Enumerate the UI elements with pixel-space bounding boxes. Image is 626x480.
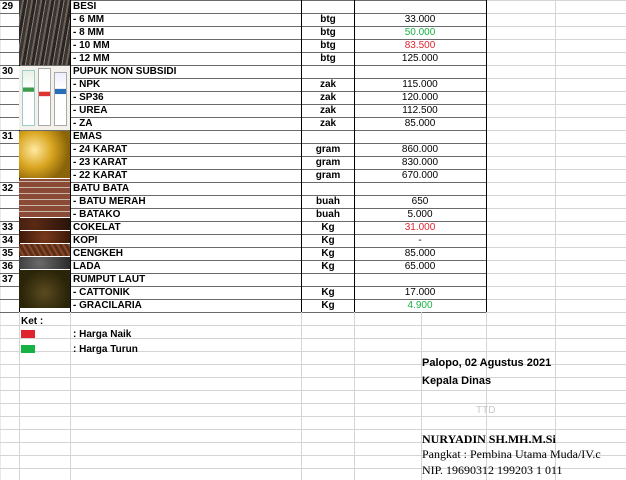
legend-title: Ket : [21,316,44,327]
row-number [0,156,19,169]
row-number: 31 [2,131,14,142]
commodity-unit: buah [316,209,340,220]
commodity-name: - BATU MERAH [73,196,146,207]
signature-name: NURYADIN SH.MH.M.Si [422,432,556,446]
row-number: 35 [2,248,14,259]
commodity-name: - 12 MM [73,53,110,64]
row-number [0,13,19,26]
commodity-price: 4.900 [407,300,433,311]
table-row[interactable] [0,13,626,26]
commodity-unit: Kg [321,261,335,272]
row-number: 33 [2,222,14,233]
commodity-name: - 6 MM [73,14,105,25]
commodity-name: - UREA [73,105,108,116]
commodity-name: BESI [73,1,97,12]
commodity-price: 65.000 [404,261,436,272]
table-row[interactable] [0,195,626,208]
commodity-name: - 22 KARAT [73,170,128,181]
commodity-price: 670.000 [401,170,439,181]
commodity-name: - CATTONIK [73,287,130,298]
commodity-name: - ZA [73,118,93,129]
table-row[interactable] [0,26,626,39]
commodity-unit: gram [315,170,341,181]
commodity-unit: btg [320,14,336,25]
commodity-unit: Kg [321,248,335,259]
table-row[interactable] [0,286,626,299]
commodity-price: - [418,235,422,246]
table-row[interactable] [0,78,626,91]
row-number [0,195,19,208]
table-row[interactable] [0,39,626,52]
table-row[interactable] [0,182,626,195]
commodity-unit: btg [320,27,336,38]
commodity-name: - 10 MM [73,40,110,51]
row-number [0,169,19,182]
commodity-price: 17.000 [404,287,436,298]
commodity-price [355,130,485,143]
legend-harga-turun: : Harga Turun [73,344,138,355]
row-number: 32 [2,183,14,194]
commodity-name: - 23 KARAT [73,157,128,168]
row-number [0,208,19,221]
commodity-name: CENGKEH [73,248,124,259]
table-row[interactable] [0,260,626,273]
table-row[interactable] [0,208,626,221]
row-number: 36 [2,261,14,272]
commodity-unit [302,130,354,143]
commodity-name: KOPI [73,235,98,246]
commodity-price: 31.000 [404,222,436,233]
row-number [0,117,19,130]
commodity-price: 120.000 [401,92,439,103]
row-number [0,143,19,156]
commodity-name: - GRACILARIA [73,300,142,311]
commodity-unit [302,65,354,78]
commodity-price: 650 [411,196,429,207]
commodity-name: - SP36 [73,92,104,103]
row-number [0,299,19,312]
commodity-price: 115.000 [402,79,438,90]
commodity-unit: zak [319,79,337,90]
row-number [0,78,19,91]
commodity-name: - 8 MM [73,27,105,38]
commodity-unit: Kg [321,300,335,311]
commodity-unit: gram [315,157,341,168]
commodity-price [355,273,485,286]
table-row[interactable] [0,234,626,247]
signature-place-date: Palopo, 02 Agustus 2021 [422,357,552,369]
commodity-price: 83.500 [404,40,436,51]
commodity-name: PUPUK NON SUBSIDI [73,66,177,77]
signature-ttd: TTD [476,405,496,416]
signature-position: Kepala Dinas [422,375,492,387]
table-row[interactable] [0,91,626,104]
row-number: 34 [2,235,14,246]
commodity-unit: zak [319,118,337,129]
table-row[interactable] [0,0,626,13]
commodity-price: 830.000 [401,157,439,168]
row-number: 30 [2,66,14,77]
table-row[interactable] [0,247,626,260]
row-number [0,91,19,104]
commodity-name: - BATAKO [73,209,121,220]
commodity-price [355,65,485,78]
commodity-name: COKELAT [73,222,121,233]
commodity-unit: Kg [321,235,335,246]
row-number [0,52,19,65]
table-row[interactable] [0,221,626,234]
table-row[interactable] [0,273,626,286]
commodity-unit: zak [319,105,337,116]
commodity-price: 112.500 [402,105,438,116]
commodity-price: 85.000 [404,248,436,259]
commodity-unit: Kg [321,222,335,233]
table-row[interactable] [0,104,626,117]
table-row[interactable] [0,117,626,130]
commodity-price: 50.000 [404,27,436,38]
row-number [0,39,19,52]
commodity-unit [302,273,354,286]
price-down-swatch [21,345,35,353]
price-up-swatch [21,330,35,338]
table-row[interactable] [0,130,626,143]
row-number: 37 [2,274,14,285]
commodity-name: EMAS [73,131,102,142]
signature-nip: NIP. 19690312 199203 1 011 [422,463,563,477]
commodity-unit: btg [320,40,336,51]
row-number [0,26,19,39]
commodity-unit: gram [315,144,341,155]
commodity-unit: zak [319,92,337,103]
commodity-name: LADA [73,261,101,272]
commodity-name: - 24 KARAT [73,144,128,155]
row-number: 29 [2,1,14,12]
commodity-unit [302,182,354,195]
table-row[interactable] [0,65,626,78]
commodity-price: 33.000 [404,14,436,25]
table-row[interactable] [0,143,626,156]
table-row[interactable] [0,156,626,169]
table-row[interactable] [0,52,626,65]
commodity-price [355,182,485,195]
commodity-name: RUMPUT LAUT [73,274,146,285]
row-number [0,104,19,117]
commodity-price: 125.000 [401,53,439,64]
commodity-name: BATU BATA [73,183,130,194]
legend-harga-naik: : Harga Naik [73,329,132,340]
commodity-unit: buah [316,196,340,207]
commodity-price: 860.000 [401,144,439,155]
commodity-unit: btg [320,53,336,64]
commodity-price [355,0,485,13]
table-row[interactable] [0,299,626,312]
table-row[interactable] [0,169,626,182]
commodity-name: - NPK [73,79,101,90]
row-number [0,286,19,299]
commodity-unit [302,0,354,13]
commodity-unit: Kg [321,287,335,298]
signature-rank: Pangkat : Pembina Utama Muda/IV.c [422,447,601,461]
commodity-price: 5.000 [407,209,433,220]
commodity-price: 85.000 [404,118,436,129]
